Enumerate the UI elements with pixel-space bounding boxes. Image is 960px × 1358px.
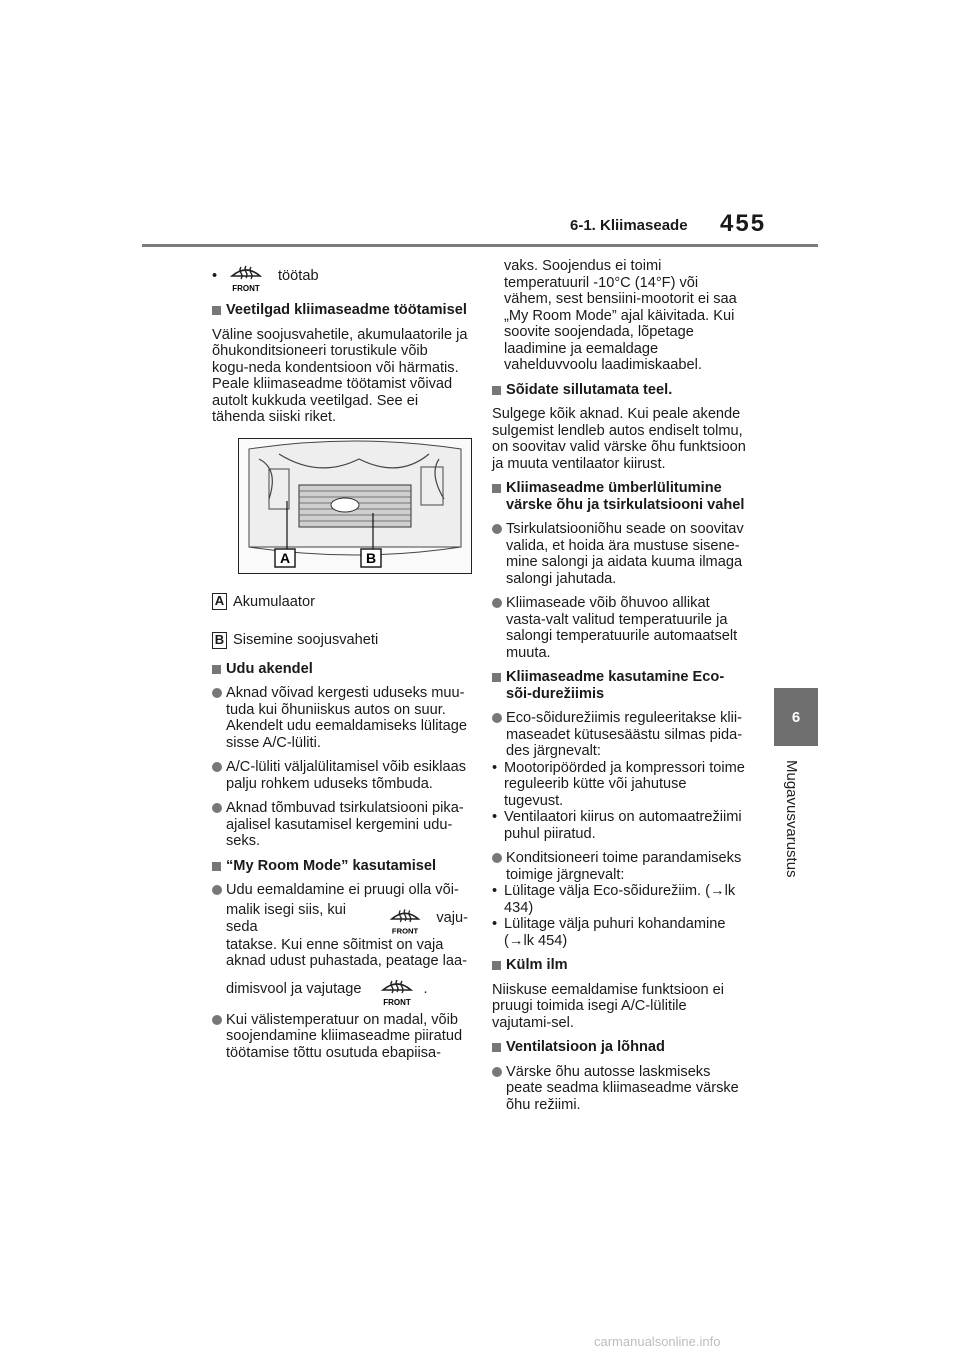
defog-bullet: • FRONT töötab	[212, 258, 468, 294]
legend-b: B Sisemine soojusvaheti	[212, 620, 468, 649]
heading-cold-weather: Külm ilm	[492, 957, 748, 974]
list-item: Värske õhu autosse laskmiseks peate seadma kliimaseadme värske õhu režiimi.	[492, 1064, 748, 1114]
figure-label-a: A	[279, 549, 291, 566]
paragraph-condensation: Väline soojusvahetile, akumulaatorile ja õhukonditsioneeri torustikule võib kogu-neda kondentsioon või härmatis. Peale kliimaseadme töötamist võivad autolt kukkuda veetilgad. See ei tähenda siiski riket.	[212, 326, 468, 425]
front-defogger-icon	[386, 901, 424, 937]
list-item: Eco-sõidurežiimis reguleeritakse klii-maseadet kütusesäästu silmas pida-des järgnevalt:	[492, 710, 748, 760]
list-item: Tsirkulatsiooniõhu seade on soovitav valida, et hoida ära mustuse sisene-mine salongi ja aidata kuuma ilmaga salongi jahutada.	[492, 521, 748, 587]
chapter-title: Mugavusvarustus	[783, 760, 800, 878]
chapter-tab: 6	[774, 688, 818, 746]
right-column	[492, 258, 748, 1121]
paragraph-unpaved-road: Sulgege kõik aknad. Kui peale akende sulgemist lendleb autos endiselt tolmu, on soovitav valid värske õhu funktsioon ja muuta ventilaator kiirust.	[492, 406, 746, 472]
sub-list-item: • Lülitage välja puhuri kohandamine (→lk 454)	[492, 916, 726, 949]
heading-ventilation: Ventilatsioon ja lõhnad	[492, 1039, 748, 1056]
heading-air-switching: Kliimaseadme ümberlülitumine värske õhu ja tsirkulatsiooni vahel	[492, 480, 748, 513]
watermark: carmanualsonline.info	[594, 1334, 721, 1349]
paragraph-heating-continued: vaks. Soojendus ei toimi temperatuuril -10°C (14°F) või vähem, sest bensiini-mootorit ei saa „My Room Mode” ajal käivitada. Kui soovite soojendada, lõpetage laadimine ja eemaldage vahelduvvoolu laadimiskaabel.	[504, 258, 737, 373]
heading-my-room-mode: “My Room Mode” kasutamisel	[212, 858, 468, 875]
callout-b: B	[212, 632, 227, 649]
heading-water-drops: Veetilgad kliimaseadme töötamisel	[212, 302, 468, 319]
front-defogger-icon	[226, 258, 266, 294]
svg-text:FRONT: FRONT	[392, 925, 419, 935]
svg-text:FRONT: FRONT	[383, 997, 412, 1007]
front-defogger-icon	[377, 972, 417, 1008]
list-item: Kui välistemperatuur on madal, võib soojendamine kliimaseadme piiratud töötamise tõttu osutuda ebapiisa-	[212, 1012, 468, 1062]
svg-text:FRONT: FRONT	[232, 284, 260, 293]
heading-fog: Udu akendel	[212, 661, 468, 678]
sub-list-item: • Ventilaatori kiirus on automaatrežiimi puhul piiratud.	[492, 809, 742, 842]
figure-label-b: B	[365, 549, 377, 566]
sub-list-item: • Mootoripöörded ja kompressori toime reguleerib kütte või jahutuse tugevust.	[492, 759, 745, 809]
heading-unpaved-road: Sõidate sillutamata teel.	[492, 382, 748, 399]
page-header-section: 6-1. Kliimaseade	[570, 217, 688, 234]
defog-bullet-text: töötab	[278, 267, 319, 284]
list-item: Udu eemaldamine ei pruugi olla või- malik isegi siis, kui seda FRONT vaju- tatakse. Kui enne sõitmist on vaja aknad udust puhastada, peatage laa- dimisvool ja vajutage FRONT .	[212, 882, 468, 1008]
list-item: Kliimaseade võib õhuvoo allikat vasta-valt valitud temperatuurile ja salongi temperatuurile automaatselt muuta.	[492, 595, 748, 661]
list-item: Konditsioneeri toime parandamiseks toimige järgnevalt:	[492, 850, 748, 883]
list-item: Aknad tõmbuvad tsirkulatsiooni pika-ajalisel kasutamisel kergemini udu-seks.	[212, 800, 468, 850]
engine-bay-drawing	[239, 439, 471, 573]
page-number: 455	[720, 210, 767, 237]
header-rule	[142, 244, 818, 247]
sub-list-item: • Lülitage välja Eco-sõidurežiim. (→lk 434)	[492, 883, 736, 916]
callout-a: A	[212, 593, 227, 610]
left-column	[212, 258, 468, 1069]
list-item: A/C-lüliti väljalülitamisel võib esiklaas palju rohkem uduseks tõmbuda.	[212, 759, 468, 792]
paragraph-cold-weather: Niiskuse eemaldamise funktsioon ei pruugi toimida isegi A/C-lülitile vajutami-sel.	[492, 981, 724, 1031]
heading-eco-mode: Kliimaseadme kasutamine Eco-sõi-durežiimis	[492, 669, 748, 702]
legend-a: A Akumulaator	[212, 582, 468, 611]
engine-bay-illustration	[238, 438, 472, 574]
list-item: Aknad võivad kergesti uduseks muu-tuda kui õhuniiskus autos on suur. Akendelt udu eemaldamiseks lülitage sisse A/C-lüliti.	[212, 685, 468, 751]
